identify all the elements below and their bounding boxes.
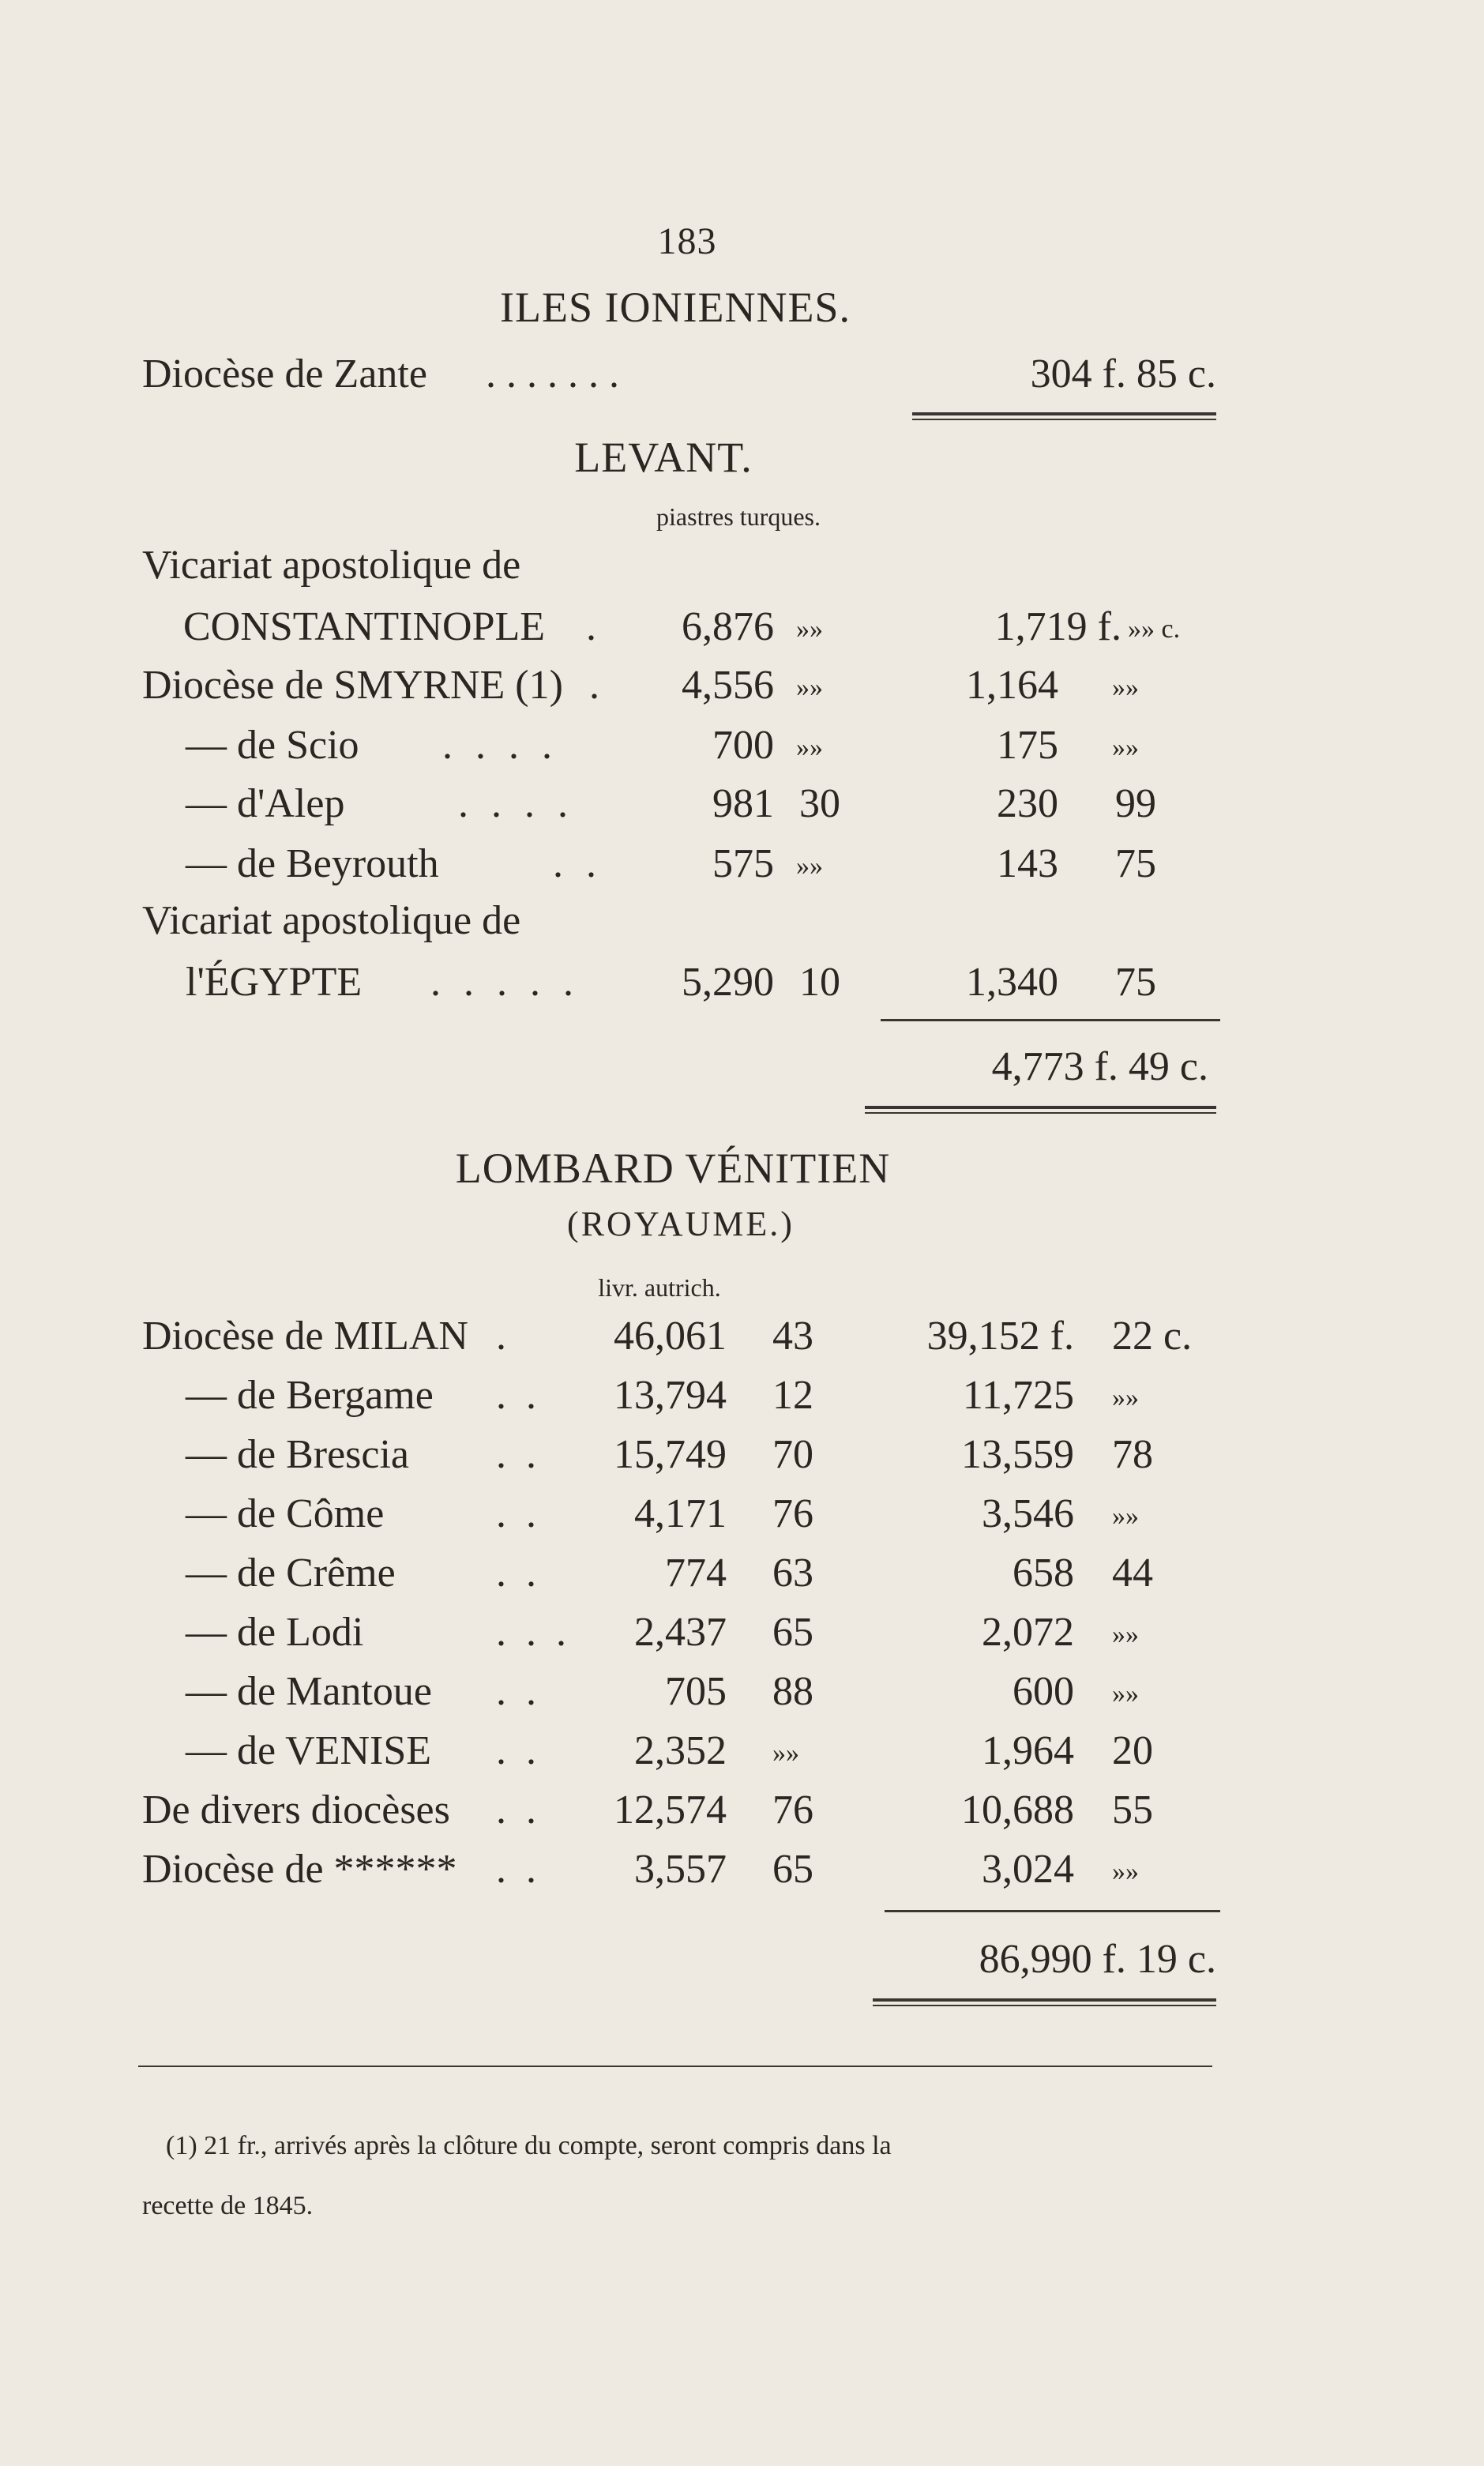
francs-value: 3,024 (982, 1847, 1074, 1892)
francs-fraction: 55 (1112, 1787, 1153, 1833)
row-label: — de Mantoue (186, 1669, 432, 1714)
double-rule (912, 412, 1216, 415)
row-label: Vicariat apostolique de (142, 898, 521, 943)
francs-value: 1,964 (982, 1728, 1074, 1773)
row-label: Diocèse de ****** (142, 1847, 457, 1892)
livres-value: 12,574 (614, 1787, 727, 1833)
francs-fraction: »» (1112, 1502, 1139, 1531)
row-dots: . . (496, 1551, 541, 1596)
footnote-line-1: (1) 21 fr., arrivés après la clôture du compte, seront compris dans la (166, 2131, 892, 2160)
piastres-fraction: 10 (799, 960, 840, 1005)
livres-fraction: 63 (772, 1551, 813, 1596)
francs-fraction: »» (1112, 1620, 1139, 1649)
piastres-value: 4,556 (682, 663, 774, 708)
row-dots: . . (496, 1847, 541, 1892)
livres-value: 2,352 (634, 1728, 727, 1773)
livres-value: 13,794 (614, 1373, 727, 1418)
francs-fraction: 44 (1112, 1551, 1153, 1596)
section-subtitle-lombard: (ROYAUME.) (567, 1205, 795, 1243)
sum-rule (885, 1910, 1220, 1912)
piastres-fraction: »» (796, 673, 823, 702)
francs-value: 143 (997, 841, 1058, 886)
row-label: — de Lodi (186, 1610, 364, 1655)
francs-value: 3,546 (982, 1491, 1074, 1536)
piastres-fraction: »» (796, 851, 823, 881)
row-label: l'ÉGYPTE (186, 960, 363, 1005)
francs-fraction: 75 (1115, 960, 1156, 1005)
double-rule (865, 1106, 1216, 1109)
francs-value: 1,340 (966, 960, 1058, 1005)
livres-fraction: 76 (772, 1491, 813, 1536)
double-rule (873, 2005, 1216, 2006)
row-dots: . . . . (442, 723, 558, 768)
row-label: — de Bergame (186, 1373, 434, 1418)
francs-value: 13,559 (961, 1432, 1074, 1477)
row-dots: . . . . . . . (486, 351, 619, 397)
livres-value: 4,171 (634, 1491, 727, 1536)
row-dots: . . (496, 1373, 541, 1418)
livres-value: 15,749 (614, 1432, 727, 1477)
page-number: 183 (657, 220, 717, 262)
francs-fraction: 75 (1115, 841, 1156, 886)
francs-value: 658 (1013, 1551, 1074, 1596)
row-label: CONSTANTINOPLE (183, 604, 546, 649)
livres-fraction: 88 (772, 1669, 813, 1714)
livres-value: 3,557 (634, 1847, 727, 1892)
livres-fraction: 65 (772, 1610, 813, 1655)
piastres-value: 575 (712, 841, 774, 886)
francs-value: 2,072 (982, 1610, 1074, 1655)
francs-value: 600 (1013, 1669, 1074, 1714)
row-dots: . . (496, 1787, 541, 1833)
francs-value: 39,152 f. (926, 1314, 1074, 1359)
livres-fraction: »» (772, 1739, 799, 1768)
column-unit-livres: livr. autrich. (598, 1273, 721, 1302)
francs-fraction: »» (1112, 673, 1139, 702)
row-label: — d'Alep (186, 781, 345, 826)
footnote-separator (138, 2066, 1212, 2067)
row-dots: . . (496, 1728, 541, 1773)
double-rule (873, 1998, 1216, 2002)
francs-fraction: »» c. (1128, 615, 1181, 644)
row-dots: . (586, 604, 596, 649)
section-title-levant: LEVANT. (574, 434, 753, 481)
francs-fraction: »» (1112, 1679, 1139, 1709)
livres-value: 2,437 (634, 1610, 727, 1655)
row-dots: . . (553, 841, 603, 886)
row-dots: . . (496, 1491, 541, 1536)
piastres-value: 5,290 (682, 960, 774, 1005)
sum-rule (881, 1019, 1220, 1021)
piastres-fraction: 30 (799, 781, 840, 826)
livres-value: 774 (665, 1551, 727, 1596)
livres-value: 705 (665, 1669, 727, 1714)
row-label: De divers diocèses (142, 1787, 450, 1833)
piastres-fraction: »» (796, 733, 823, 762)
row-dots: . (589, 663, 599, 708)
footnote-line-2: recette de 1845. (142, 2191, 314, 2220)
francs-fraction: 99 (1115, 781, 1156, 826)
francs-fraction: 78 (1112, 1432, 1153, 1477)
francs-fraction: »» (1112, 733, 1139, 762)
piastres-value: 700 (712, 723, 774, 768)
row-dots: . . (496, 1432, 541, 1477)
row-dots: . . (496, 1669, 541, 1714)
francs-fraction: 20 (1112, 1728, 1153, 1773)
double-rule (865, 1112, 1216, 1114)
row-label: Diocèse de SMYRNE (1) (142, 663, 563, 708)
row-dots: . (496, 1314, 511, 1359)
livres-fraction: 76 (772, 1787, 813, 1833)
row-label: — de Beyrouth (186, 841, 439, 886)
livres-value: 46,061 (614, 1314, 727, 1359)
livres-fraction: 65 (772, 1847, 813, 1892)
row-label: Diocèse de MILAN (142, 1314, 468, 1359)
francs-value: 230 (997, 781, 1058, 826)
francs-value: 1,719 f. (994, 604, 1121, 649)
piastres-fraction: »» (796, 615, 823, 644)
livres-fraction: 43 (772, 1314, 813, 1359)
row-amount: 304 f. 85 c. (1030, 351, 1216, 397)
piastres-value: 6,876 (682, 604, 774, 649)
row-label: Vicariat apostolique de (142, 543, 521, 588)
francs-fraction: »» (1112, 1383, 1139, 1412)
double-rule (912, 419, 1216, 420)
section-title-ionian: ILES IONIENNES. (500, 284, 851, 331)
row-dots: . . . . (458, 781, 574, 826)
row-label: — de VENISE (186, 1728, 432, 1773)
livres-fraction: 70 (772, 1432, 813, 1477)
francs-value: 10,688 (961, 1787, 1074, 1833)
lombard-total: 86,990 f. 19 c. (979, 1937, 1216, 1982)
row-label: Diocèse de Zante (142, 351, 427, 397)
francs-value: 11,725 (962, 1373, 1074, 1418)
row-label: — de Côme (186, 1491, 385, 1536)
francs-value: 175 (997, 723, 1058, 768)
row-label: — de Brescia (186, 1432, 410, 1477)
francs-fraction: »» (1112, 1857, 1139, 1886)
row-dots: . . . (496, 1610, 571, 1655)
francs-value: 1,164 (966, 663, 1058, 708)
piastres-value: 981 (712, 781, 774, 826)
row-label: — de Crême (186, 1551, 396, 1596)
section-title-lombard: LOMBARD VÉNITIEN (455, 1145, 891, 1192)
column-unit-piastres: piastres turques. (656, 502, 821, 531)
levant-total: 4,773 f. 49 c. (991, 1044, 1208, 1089)
livres-fraction: 12 (772, 1373, 813, 1418)
row-dots: . . . . . (430, 960, 580, 1005)
francs-fraction: 22 c. (1112, 1314, 1193, 1359)
row-label: — de Scio (186, 723, 359, 768)
